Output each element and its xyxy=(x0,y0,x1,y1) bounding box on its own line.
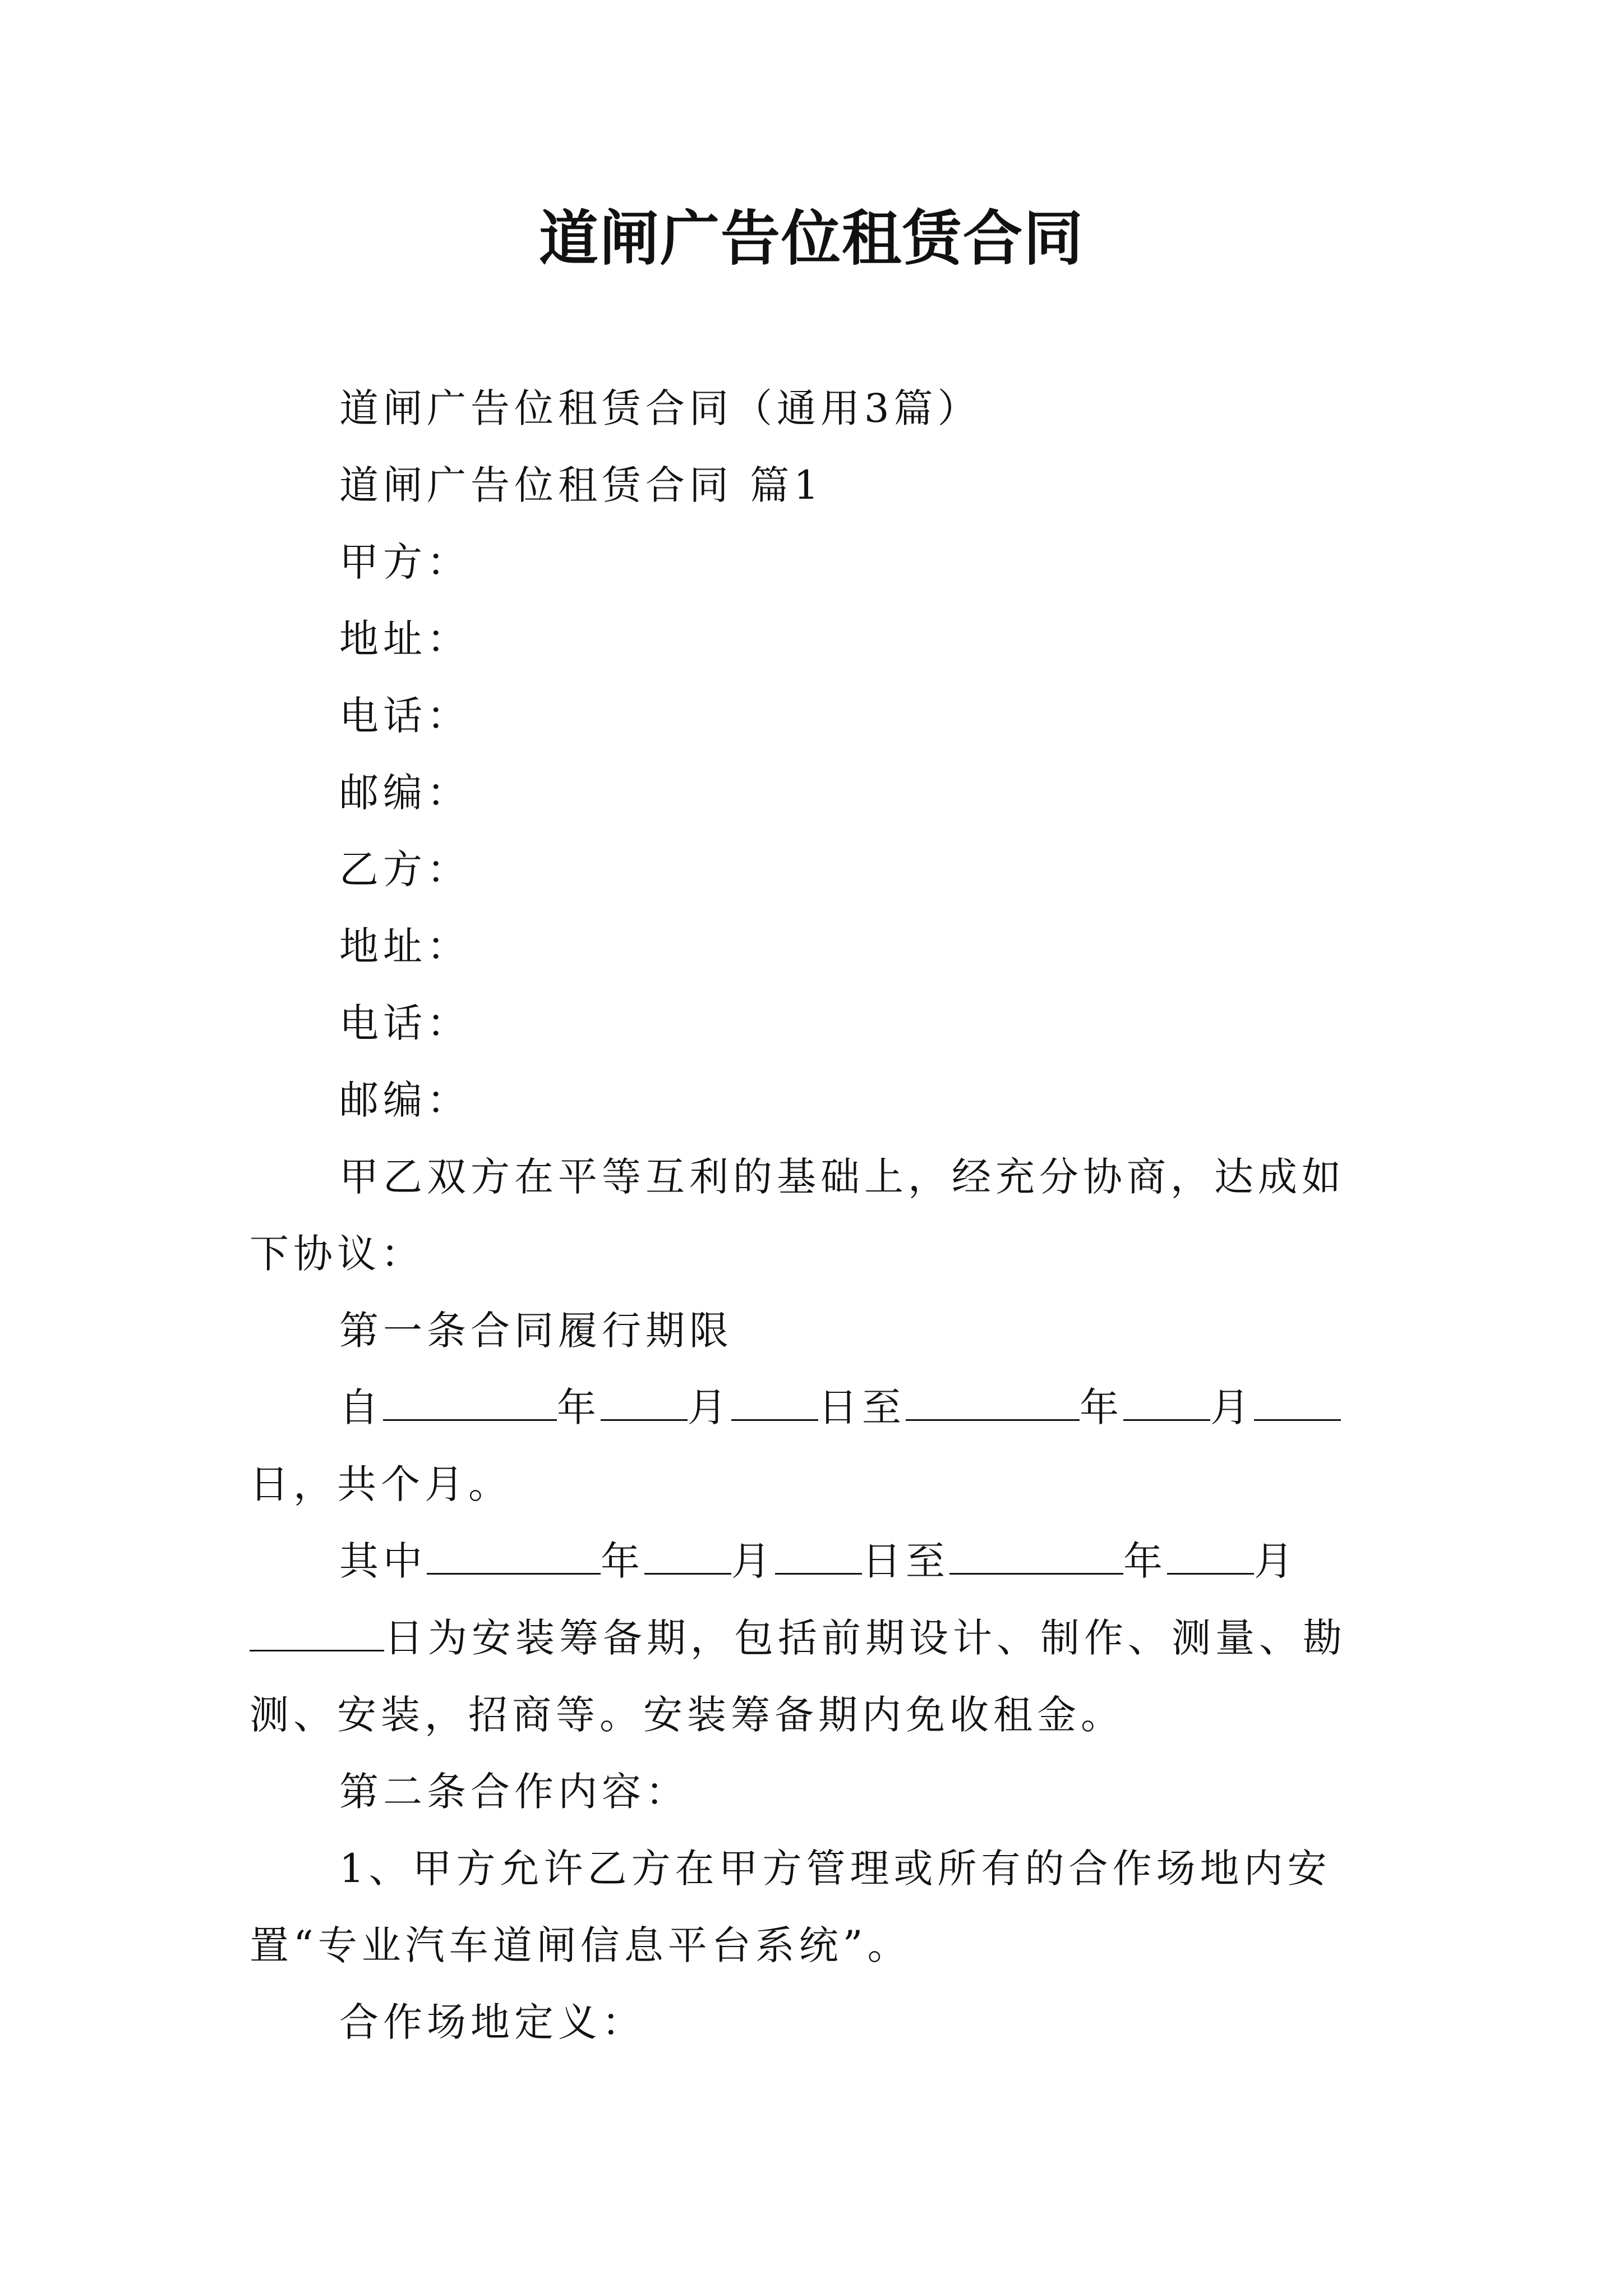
contract-period xyxy=(250,1369,1380,1523)
intro-line: 道闸广告位租赁合同（通用3篇） xyxy=(339,385,981,431)
day-blank xyxy=(731,1386,818,1421)
period-end-year-text: 年 xyxy=(1080,1384,1123,1430)
install-month-text: 月 xyxy=(731,1538,775,1584)
install-end-day-blank xyxy=(250,1616,384,1651)
install-end-year-blank xyxy=(949,1539,1123,1575)
installation-period xyxy=(250,1523,1380,1754)
install-end-month-blank xyxy=(1167,1539,1254,1575)
period-end-day-text: 日，共个月。 xyxy=(250,1461,512,1507)
party-b-address: 地址： xyxy=(339,923,471,969)
install-month-blank xyxy=(644,1539,731,1575)
period-year-text: 年 xyxy=(557,1384,601,1430)
party-a-phone: 电话： xyxy=(339,693,471,739)
year-blank xyxy=(383,1386,557,1421)
article-heading: 道闸广告位租赁合同 篇1 xyxy=(339,462,823,508)
install-prefix-text: 其中 xyxy=(339,1538,427,1584)
end-day-blank xyxy=(1254,1386,1341,1421)
install-day-to-text: 日至 xyxy=(862,1538,949,1584)
install-rest-text: 日为安装筹备期，包括前期设计、制作、测量、勘测、安装，招商等。安装筹备期内免收租金。 xyxy=(250,1615,1347,1738)
end-year-blank xyxy=(906,1386,1080,1421)
venue-definition: 合作场地定义： xyxy=(339,1999,645,2045)
party-b-postcode: 邮编： xyxy=(339,1077,471,1123)
install-day-blank xyxy=(775,1539,862,1575)
install-year-blank xyxy=(427,1539,601,1575)
party-b-phone: 电话： xyxy=(339,1000,471,1046)
period-day-to-text: 日至 xyxy=(818,1384,906,1430)
party-a-address: 地址： xyxy=(339,616,471,662)
period-from-text: 自 xyxy=(339,1384,383,1430)
party-a-label: 甲方： xyxy=(339,539,471,585)
period-end-month-text: 月 xyxy=(1210,1384,1254,1430)
install-end-year-text: 年 xyxy=(1123,1538,1167,1584)
period-month-text: 月 xyxy=(688,1384,731,1430)
clause1-title: 第一条合同履行期限 xyxy=(339,1308,733,1354)
clause2-item1: 1、甲方允许乙方在甲方管理或所有的合作场地内安置“专业汽车道闸信息平台系统”。 xyxy=(250,1846,1331,1968)
agreement-paragraph: 甲乙双方在平等互利的基础上，经充分协商，达成如下协议： xyxy=(250,1154,1345,1277)
party-b-label: 乙方： xyxy=(339,846,471,892)
end-month-blank xyxy=(1123,1386,1210,1421)
clause2-title: 第二条合作内容： xyxy=(339,1769,689,1815)
document-body xyxy=(250,370,1380,2061)
install-end-month-text: 月 xyxy=(1254,1538,1298,1584)
document-title: 道闸广告位租赁合同 xyxy=(539,203,1084,273)
install-year-text: 年 xyxy=(601,1538,644,1584)
party-a-postcode: 邮编： xyxy=(339,770,471,816)
month-blank xyxy=(601,1386,688,1421)
